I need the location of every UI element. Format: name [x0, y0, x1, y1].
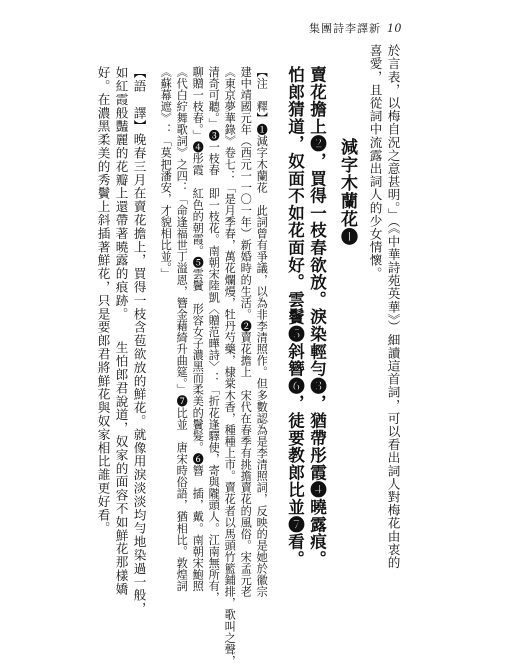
translation-line-3: 好。在濃黑柔美的秀鬢上斜插著鮮花，只是要郎君將鮮花與奴家相比誰更好看。	[95, 66, 111, 535]
translation-line-1: 【語 譯】晚春三月在賣花擔上，買得一枝含苞欲放的鮮花。就像用淚淡淡均勻地染過一般，	[131, 66, 147, 616]
note-line-2: 建中靖國元年（西元一一〇一年）新婚時的生活。❷賣花擔上 宋代在春季有挑擔賣花的風俗。宋孟元老	[239, 66, 253, 598]
running-title: 集團詩李譯新	[309, 22, 381, 35]
note-line-5: 聊贈一枝春。」❹彤霞 紅色的朝霞。❺雲鬢 形容女子濃黑而柔美的鬢髮。❻簪 插，戴。南朝宋鮑照	[191, 66, 205, 592]
poem-line-1: 賣花擔上❷，買得一枝春欲放。淚染輕勻❸，猶帶彤霞❹曉露痕。	[307, 66, 327, 568]
note-line-6: 《代白紵舞歌詞》之四：「命逢福世丁溢恩，簪金藉綺升曲筵。」❼比並 唐宋時俗語，猶相比。敦煌詞	[175, 66, 189, 592]
page-number: 10	[387, 20, 402, 35]
note-line-1: 【注 釋】❶減字木蘭花 此詞曾有爭議，以為非李清照作。但多數認為是李清照詞，反映的是她於徽宗	[255, 66, 269, 598]
note-line-4: 清奇可聽。」❸一枝春 即一枝花。南朝宋陸凱〈贈范曄詩〉：「折花逢驛使，寄與隴頭人。江南無所有，	[207, 66, 221, 604]
running-header	[309, 20, 402, 36]
note-line-3: 《東京夢華錄》卷七：「是月季春，萬花爛熳，牡丹芍藥，棣棠木香，種種上市。賣花者以馬頭竹籃鋪排，歌叫之聲，	[223, 66, 237, 667]
prev-section-line-1: 於言表，以梅自況之意甚明。」（《中華詩苑英華》）細讀這首詞，可以看出詞人對梅花由衷的	[385, 44, 401, 569]
poem-line-2: 怕郎猜道，奴面不如花面好。雲鬢❺斜簪❻，徒要教郎比並❼看。	[285, 66, 305, 568]
note-line-7: 《蘇幕遮》：「莫把潘安，才貌相比並。」	[159, 66, 173, 280]
prev-section-line-2: 喜愛，且從詞中流露出詞人的少女情懷。	[367, 44, 383, 280]
translation-line-2: 如紅霞般豔麗的花瓣上還帶著曉露的痕跡。 生怕郎君說道，奴家的面容不如鮮花那樣嬌	[113, 66, 129, 596]
poem-title: 減字木蘭花❶	[337, 138, 357, 246]
